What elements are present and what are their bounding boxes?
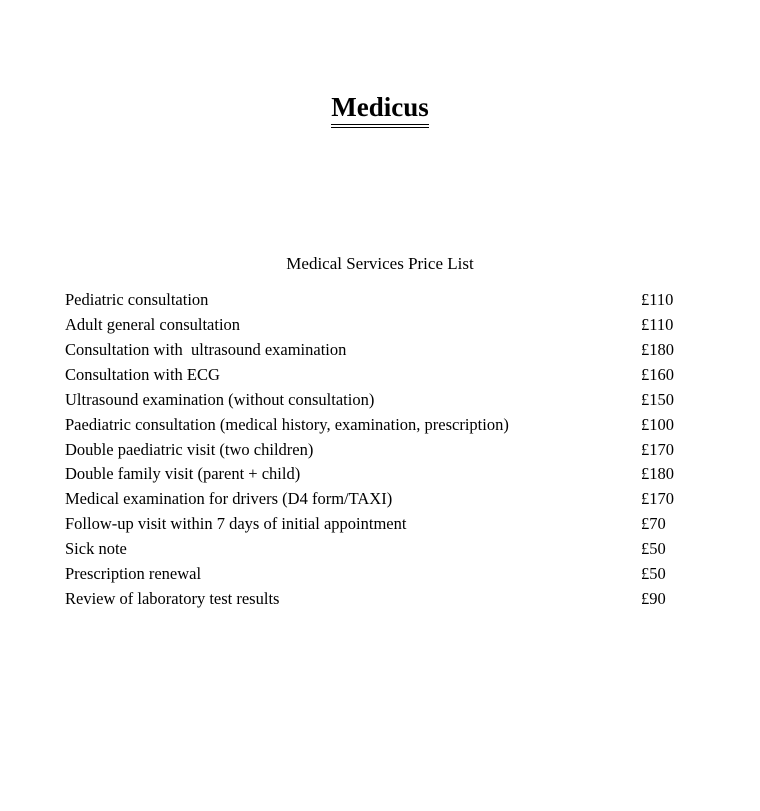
- service-name: Double family visit (parent + child): [65, 464, 301, 484]
- service-name: Adult general consultation: [65, 315, 241, 335]
- price-list-row: [65, 562, 700, 587]
- service-price: £170: [641, 489, 674, 509]
- price-list-row: [65, 587, 700, 612]
- price-list-row: [65, 487, 700, 512]
- service-price: £150: [641, 389, 674, 409]
- service-price: £110: [641, 315, 674, 335]
- price-list-row: [65, 462, 700, 487]
- price-list-row: [65, 338, 700, 363]
- service-name: Pediatric consultation: [65, 290, 209, 310]
- service-price: £180: [641, 339, 674, 359]
- service-price: £90: [641, 589, 666, 608]
- service-price: £100: [641, 414, 674, 434]
- price-list-row: [65, 537, 700, 562]
- service-name: Review of laboratory test results: [65, 589, 280, 608]
- price-list-row: [65, 388, 700, 413]
- service-price: £180: [641, 464, 674, 484]
- service-price: £50: [641, 564, 666, 584]
- price-list-row: [65, 313, 700, 338]
- service-name: Medical examination for drivers (D4 form/TAXI): [65, 489, 393, 509]
- service-name: Double paediatric visit (two children): [65, 439, 314, 459]
- service-price: £70: [641, 514, 666, 534]
- service-name: Sick note: [65, 539, 127, 559]
- service-name: Paediatric consultation (medical history, examination, prescription): [65, 414, 509, 434]
- price-list-row: [65, 438, 700, 463]
- service-name: Prescription renewal: [65, 564, 202, 584]
- service-price: £110: [641, 290, 674, 310]
- price-list-row: [65, 413, 700, 438]
- service-price: £170: [641, 439, 674, 459]
- price-list-row: [65, 288, 700, 313]
- page-title-text: Medicus: [331, 92, 429, 128]
- price-list-row: [65, 512, 700, 537]
- price-list: [0, 288, 760, 612]
- page-title: [0, 18, 760, 128]
- price-list-row: [65, 363, 700, 388]
- service-price: £50: [641, 539, 666, 559]
- service-price: £160: [641, 364, 674, 384]
- service-name: Consultation with ultrasound examination: [65, 339, 347, 359]
- service-name: Follow-up visit within 7 days of initial appointment: [65, 514, 407, 534]
- price-list-title: Medical Services Price List: [286, 254, 474, 274]
- service-name: Consultation with ECG: [65, 364, 220, 384]
- service-name: Ultrasound examination (without consultation): [65, 389, 375, 409]
